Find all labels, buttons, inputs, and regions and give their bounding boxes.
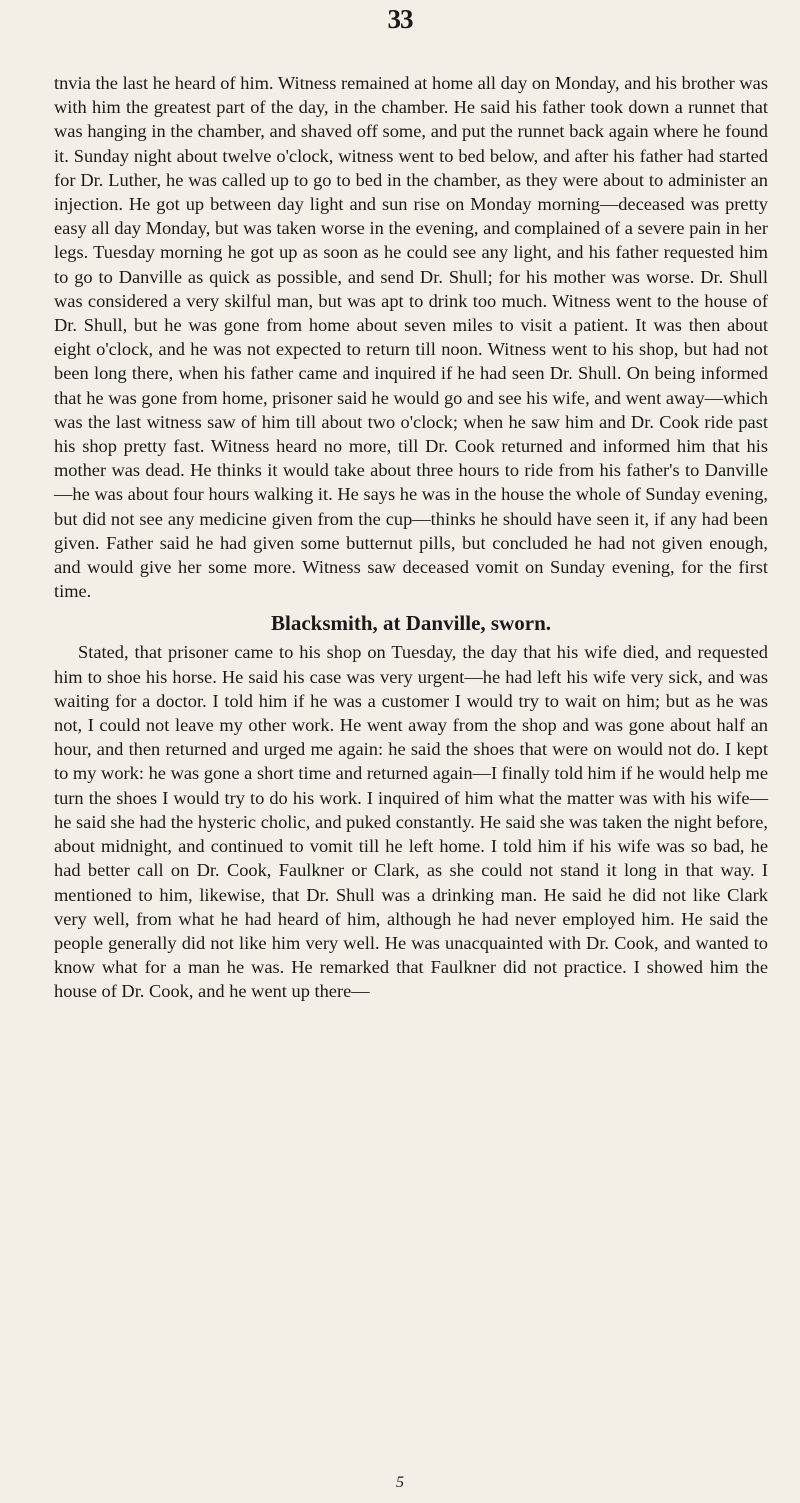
blacksmith-testimony-paragraph: Stated, that prisoner came to his shop on Tuesday, the day that his wife died, and requested him to shoe his horse. He said his case was very urgent—he had left his wife very sick, and was waiting for a doctor. I told him if he was a customer I would try to wait on him; but as he was not, I could not leave my other work. He went away from the shop and was gone about half an hour, and then returned and urged me again: he said the shoes that were on would not do. I kept to my work: he was gone a short time and returned again—I finally told him if he would help me turn the shoes I would try to do his work. I inquired of him what the matter was with his wife—he said she had the hysteric cholic, and puked constantly. He said she was taken the night before, about midnight, and continued to vomit till he left home. I told him if his wife was so bad, he had better call on Dr. Cook, Faulkner or Clark, as she could not stand it long in that way. I mentioned to him, likewise, that Dr. Shull was a drinking man. He said he did not like Clark very well, from what he had heard of him, although he had never employed him. He said the people generally did not like him very well. He was unacquainted with Dr. Cook, and wanted to know what for a man he was. He remarked that Faulkner did not practice. I showed him the house of Dr. Cook, and he went up there— xyxy=(54,642,768,1002)
page-number: 33 xyxy=(387,4,413,34)
signature-mark: 5 xyxy=(396,1474,404,1491)
witness-heading: Blacksmith, at Danville, sworn. xyxy=(270,611,551,636)
testimony-paragraph: tnvia the last he heard of him. Witness remained at home all day on Monday, and his brother was with him the greatest part of the day, in the chamber. He said his father took down a runnet that was hanging in the chamber, and shaved off some, and put the runnet back again where he found it. Sunday night about twelve o'clock, witness went to bed below, and after his father had started for Dr. Luther, he was called up to go to bed in the chamber, as they were about to administer an injection. He got up between day light and sun rise on Monday morning—deceased was pretty easy all day Monday, but was taken worse in the evening, and complained of a severe pain in her legs. Tuesday morning he got up as soon as he could see any light, and his father requested him to go to Danville as quick as possible, and send Dr. Shull; for his mother was worse. Dr. Shull was considered a very skilful man, but was apt to drink too much. Witness went to the house of Dr. Shull, but he was gone from home about seven miles to visit a patient. It was then about eight o'clock, and he was not expected to return till noon. Witness went to his shop, but had not been long there, when his father came and inquired if he had seen Dr. Shull. On being informed that he was gone from home, prisoner said he would go and see his wife, and went away—which was the last witness saw of him till about two o'clock; when he saw him and Dr. Cook ride past his shop pretty fast. Witness heard no more, till Dr. Cook returned and informed him that his mother was dead. He thinks it would take about three hours to ride from his father's to Danville—he was about four hours walking it. He says he was in the house the whole of Sunday evening, but did not see any medicine given from the cup—thinks he should have seen it, if any had been given. Father said he had given some butternut pills, but concluded he had not given enough, and would give her some more. Witness saw deceased vomit on Sunday evening, for the first time. xyxy=(54,73,768,602)
body-text xyxy=(54,71,768,1004)
